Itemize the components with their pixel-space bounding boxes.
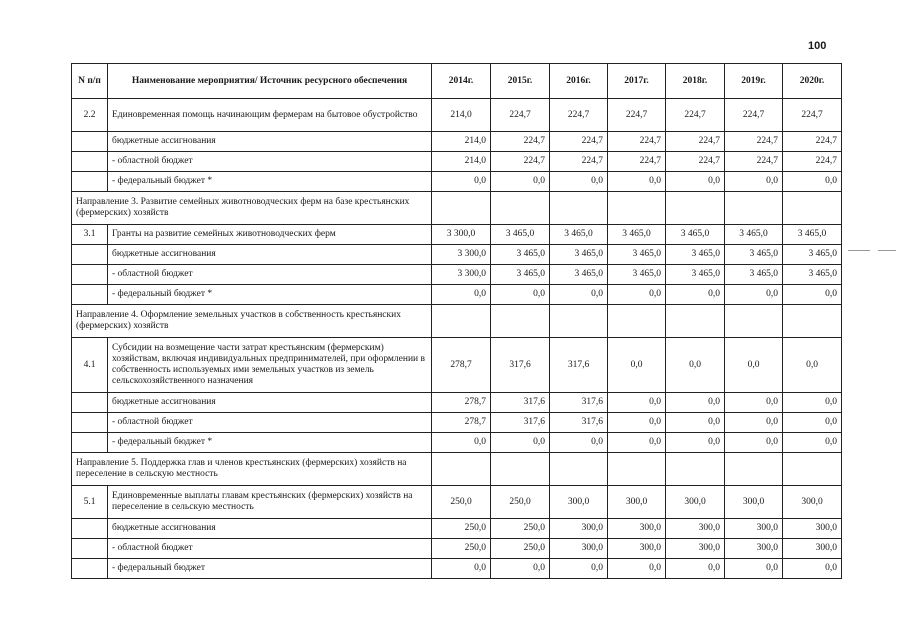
empty-cell xyxy=(432,453,491,486)
row-number xyxy=(72,152,108,172)
year-value: 300,0 xyxy=(666,486,725,519)
year-value: 250,0 xyxy=(491,486,550,519)
year-value: 3 465,0 xyxy=(783,225,842,245)
empty-cell xyxy=(783,453,842,486)
year-value: 317,6 xyxy=(550,338,608,393)
year-value: 300,0 xyxy=(783,539,842,559)
row-name: Единовременные выплаты главам крестьянских (фермерских) хозяйств на переселение в сельскую местность xyxy=(108,486,432,519)
row-number: 4.1 xyxy=(72,338,108,393)
year-value: 0,0 xyxy=(725,413,783,433)
year-value: 224,7 xyxy=(491,152,550,172)
year-value: 300,0 xyxy=(550,486,608,519)
year-value: 3 465,0 xyxy=(550,265,608,285)
year-value: 300,0 xyxy=(725,539,783,559)
year-value: 224,7 xyxy=(666,152,725,172)
year-value: 317,6 xyxy=(491,413,550,433)
year-value: 0,0 xyxy=(783,433,842,453)
header-year: 2018г. xyxy=(666,64,725,99)
row-name: Субсидии на возмещение части затрат крестьянским (фермерским) хозяйствам, включая индивидуальных предпринимателей, при оформлении в собственность используемых ими земельных участков из земель сельскохозяйственного назначения xyxy=(108,338,432,393)
empty-cell xyxy=(725,453,783,486)
empty-cell xyxy=(666,305,725,338)
year-value: 0,0 xyxy=(608,285,666,305)
year-value: 224,7 xyxy=(725,152,783,172)
year-value: 0,0 xyxy=(491,285,550,305)
row-number xyxy=(72,559,108,579)
year-value: 224,7 xyxy=(608,152,666,172)
year-value: 278,7 xyxy=(432,393,491,413)
year-value: 224,7 xyxy=(783,152,842,172)
year-value: 0,0 xyxy=(550,433,608,453)
year-value: 250,0 xyxy=(432,539,491,559)
source-row xyxy=(72,393,842,413)
empty-cell xyxy=(725,305,783,338)
empty-cell xyxy=(783,305,842,338)
source-row xyxy=(72,433,842,453)
year-value: 300,0 xyxy=(608,519,666,539)
year-value: 300,0 xyxy=(666,539,725,559)
row-name: - областной бюджет xyxy=(108,152,432,172)
year-value: 3 300,0 xyxy=(432,265,491,285)
item-row xyxy=(72,338,842,393)
row-name: Гранты на развитие семейных животноводческих ферм xyxy=(108,225,432,245)
row-name: бюджетные ассигнования xyxy=(108,132,432,152)
row-number xyxy=(72,245,108,265)
year-value: 0,0 xyxy=(725,285,783,305)
year-value: 3 300,0 xyxy=(432,245,491,265)
header-year: 2020г. xyxy=(783,64,842,99)
year-value: 224,7 xyxy=(783,132,842,152)
row-number xyxy=(72,539,108,559)
year-value: 3 465,0 xyxy=(550,225,608,245)
year-value: 3 465,0 xyxy=(725,265,783,285)
header-year: 2017г. xyxy=(608,64,666,99)
year-value: 3 465,0 xyxy=(666,245,725,265)
year-value: 0,0 xyxy=(666,433,725,453)
year-value: 317,6 xyxy=(550,393,608,413)
year-value: 0,0 xyxy=(550,559,608,579)
year-value: 300,0 xyxy=(608,539,666,559)
year-value: 3 465,0 xyxy=(491,225,550,245)
year-value: 0,0 xyxy=(666,413,725,433)
header-year: 2016г. xyxy=(550,64,608,99)
empty-cell xyxy=(432,192,491,225)
year-value: 224,7 xyxy=(550,132,608,152)
scan-artifact xyxy=(848,250,870,251)
year-value: 3 465,0 xyxy=(491,245,550,265)
year-value: 3 465,0 xyxy=(608,225,666,245)
year-value: 3 465,0 xyxy=(608,245,666,265)
year-value: 0,0 xyxy=(783,338,842,393)
year-value: 0,0 xyxy=(491,172,550,192)
row-number xyxy=(72,433,108,453)
year-value: 300,0 xyxy=(725,519,783,539)
row-number xyxy=(72,285,108,305)
row-number xyxy=(72,519,108,539)
year-value: 300,0 xyxy=(550,519,608,539)
year-value: 224,7 xyxy=(550,152,608,172)
year-value: 317,6 xyxy=(491,338,550,393)
row-number xyxy=(72,265,108,285)
year-value: 224,7 xyxy=(491,132,550,152)
year-value: 0,0 xyxy=(608,172,666,192)
header-year: 2019г. xyxy=(725,64,783,99)
year-value: 214,0 xyxy=(432,152,491,172)
row-number xyxy=(72,393,108,413)
year-value: 224,7 xyxy=(666,99,725,132)
year-value: 0,0 xyxy=(491,433,550,453)
year-value: 0,0 xyxy=(550,285,608,305)
year-value: 3 465,0 xyxy=(725,245,783,265)
year-value: 300,0 xyxy=(550,539,608,559)
source-row xyxy=(72,245,842,265)
source-row xyxy=(72,285,842,305)
year-value: 0,0 xyxy=(608,559,666,579)
year-value: 0,0 xyxy=(725,433,783,453)
source-row xyxy=(72,559,842,579)
year-value: 0,0 xyxy=(725,393,783,413)
empty-cell xyxy=(491,453,550,486)
year-value: 0,0 xyxy=(666,393,725,413)
budget-table xyxy=(71,63,842,579)
year-value: 0,0 xyxy=(725,338,783,393)
section-title: Направление 5. Поддержка глав и членов крестьянских (фермерских) хозяйств на переселение в сельскую местность xyxy=(72,453,432,486)
row-name: бюджетные ассигнования xyxy=(108,245,432,265)
header-year: 2014г. xyxy=(432,64,491,99)
row-name: - областной бюджет xyxy=(108,539,432,559)
source-row xyxy=(72,539,842,559)
empty-cell xyxy=(550,453,608,486)
year-value: 278,7 xyxy=(432,338,491,393)
year-value: 0,0 xyxy=(432,172,491,192)
row-number xyxy=(72,413,108,433)
year-value: 300,0 xyxy=(783,486,842,519)
year-value: 250,0 xyxy=(491,519,550,539)
year-value: 224,7 xyxy=(608,99,666,132)
year-value: 0,0 xyxy=(666,338,725,393)
year-value: 250,0 xyxy=(432,486,491,519)
empty-cell xyxy=(550,305,608,338)
row-name: - федеральный бюджет xyxy=(108,559,432,579)
empty-cell xyxy=(725,192,783,225)
row-number: 5.1 xyxy=(72,486,108,519)
year-value: 300,0 xyxy=(783,519,842,539)
empty-cell xyxy=(666,453,725,486)
section-row xyxy=(72,453,842,486)
item-row xyxy=(72,225,842,245)
year-value: 3 465,0 xyxy=(666,225,725,245)
year-value: 224,7 xyxy=(666,132,725,152)
year-value: 3 465,0 xyxy=(783,245,842,265)
year-value: 224,7 xyxy=(725,132,783,152)
year-value: 0,0 xyxy=(783,413,842,433)
year-value: 224,7 xyxy=(783,99,842,132)
year-value: 3 465,0 xyxy=(491,265,550,285)
year-value: 214,0 xyxy=(432,99,491,132)
year-value: 0,0 xyxy=(725,559,783,579)
empty-cell xyxy=(666,192,725,225)
year-value: 0,0 xyxy=(666,172,725,192)
source-row xyxy=(72,172,842,192)
empty-cell xyxy=(608,453,666,486)
header-row xyxy=(72,64,842,99)
empty-cell xyxy=(608,192,666,225)
row-name: Единовременная помощь начинающим фермерам на бытовое обустройство xyxy=(108,99,432,132)
year-value: 0,0 xyxy=(783,172,842,192)
year-value: 3 465,0 xyxy=(608,265,666,285)
empty-cell xyxy=(608,305,666,338)
year-value: 0,0 xyxy=(550,172,608,192)
source-row xyxy=(72,132,842,152)
row-name: - федеральный бюджет * xyxy=(108,172,432,192)
year-value: 0,0 xyxy=(608,433,666,453)
table-body xyxy=(72,99,842,579)
item-row xyxy=(72,99,842,132)
year-value: 0,0 xyxy=(783,559,842,579)
section-title: Направление 4. Оформление земельных участков в собственность крестьянских (фермерских) хозяйств xyxy=(72,305,432,338)
scan-artifact xyxy=(878,250,896,251)
row-name: - областной бюджет xyxy=(108,265,432,285)
year-value: 0,0 xyxy=(491,559,550,579)
item-row xyxy=(72,486,842,519)
year-value: 3 465,0 xyxy=(725,225,783,245)
row-number: 2.2 xyxy=(72,99,108,132)
row-name: - областной бюджет xyxy=(108,413,432,433)
year-value: 0,0 xyxy=(725,172,783,192)
year-value: 300,0 xyxy=(725,486,783,519)
row-name: - федеральный бюджет * xyxy=(108,285,432,305)
year-value: 0,0 xyxy=(666,559,725,579)
year-value: 0,0 xyxy=(783,285,842,305)
empty-cell xyxy=(491,305,550,338)
year-value: 317,6 xyxy=(491,393,550,413)
row-name: бюджетные ассигнования xyxy=(108,519,432,539)
empty-cell xyxy=(783,192,842,225)
year-value: 0,0 xyxy=(432,285,491,305)
year-value: 317,6 xyxy=(550,413,608,433)
year-value: 0,0 xyxy=(608,338,666,393)
year-value: 0,0 xyxy=(666,285,725,305)
row-name: - федеральный бюджет * xyxy=(108,433,432,453)
year-value: 224,7 xyxy=(550,99,608,132)
source-row xyxy=(72,519,842,539)
year-value: 3 465,0 xyxy=(550,245,608,265)
header-year: 2015г. xyxy=(491,64,550,99)
header-num: N п/п xyxy=(72,64,108,99)
empty-cell xyxy=(550,192,608,225)
year-value: 300,0 xyxy=(666,519,725,539)
year-value: 300,0 xyxy=(608,486,666,519)
source-row xyxy=(72,152,842,172)
row-number xyxy=(72,172,108,192)
year-value: 3 465,0 xyxy=(783,265,842,285)
row-number: 3.1 xyxy=(72,225,108,245)
source-row xyxy=(72,265,842,285)
year-value: 3 300,0 xyxy=(432,225,491,245)
year-value: 3 465,0 xyxy=(666,265,725,285)
year-value: 250,0 xyxy=(491,539,550,559)
empty-cell xyxy=(432,305,491,338)
year-value: 0,0 xyxy=(608,393,666,413)
year-value: 224,7 xyxy=(491,99,550,132)
row-number xyxy=(72,132,108,152)
year-value: 0,0 xyxy=(432,559,491,579)
year-value: 250,0 xyxy=(432,519,491,539)
year-value: 214,0 xyxy=(432,132,491,152)
empty-cell xyxy=(491,192,550,225)
row-name: бюджетные ассигнования xyxy=(108,393,432,413)
year-value: 0,0 xyxy=(608,413,666,433)
section-row xyxy=(72,192,842,225)
section-row xyxy=(72,305,842,338)
source-row xyxy=(72,413,842,433)
year-value: 0,0 xyxy=(432,433,491,453)
section-title: Направление 3. Развитие семейных животноводческих ферм на базе крестьянских (фермерских) хозяйств xyxy=(72,192,432,225)
year-value: 0,0 xyxy=(783,393,842,413)
year-value: 224,7 xyxy=(725,99,783,132)
page-number: 100 xyxy=(808,40,827,52)
year-value: 278,7 xyxy=(432,413,491,433)
year-value: 224,7 xyxy=(608,132,666,152)
header-name: Наименование мероприятия/ Источник ресурсного обеспечения xyxy=(108,64,432,99)
